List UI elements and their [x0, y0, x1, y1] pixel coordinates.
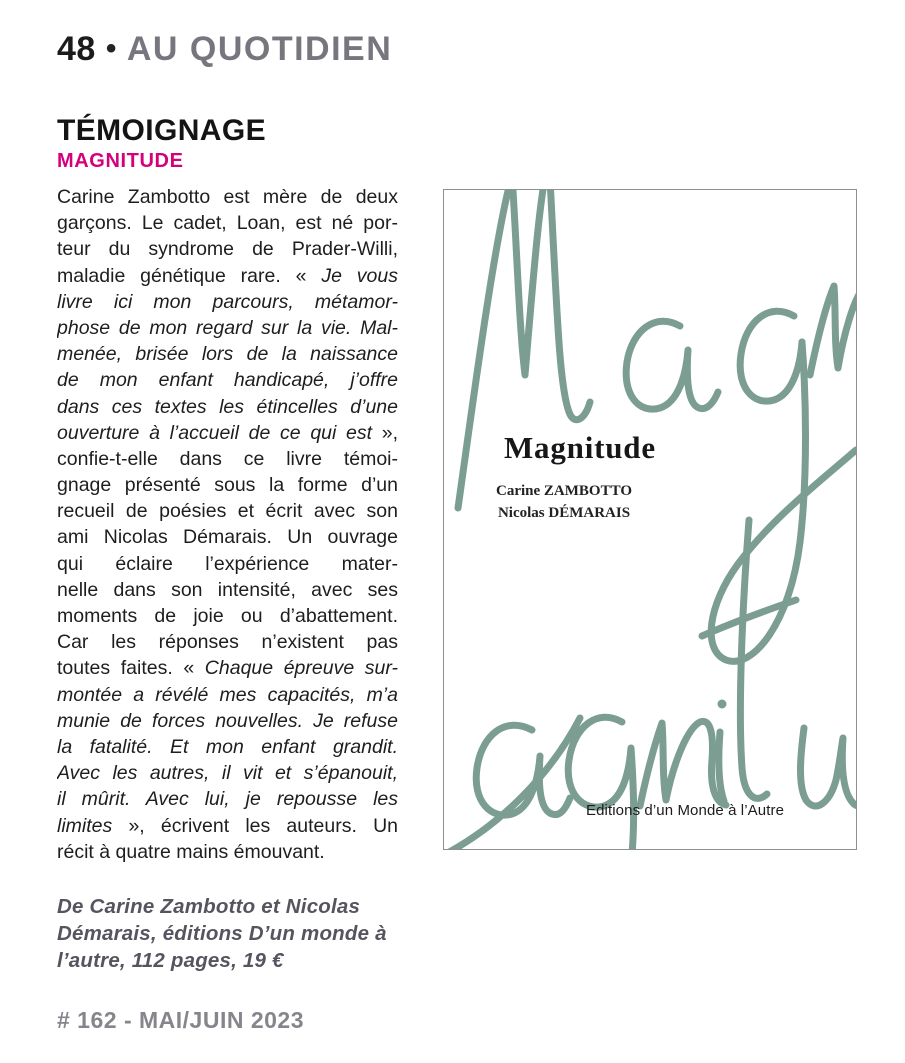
body-line: Car les réponses n’existent pas: [57, 631, 398, 654]
cover-publisher: Editions d’un Monde à l’Autre: [586, 802, 785, 819]
body-line: Avec les autres, il vit et s’épanouit,: [57, 762, 398, 785]
page-number: 48: [57, 30, 96, 68]
body-line: toutes faites. « Chaque épreuve sur-: [57, 657, 398, 680]
body-line: recueil de poésies et écrit avec son: [57, 500, 398, 523]
cover-authors: [492, 480, 636, 524]
book-cover-image: [443, 189, 857, 850]
body-line: teur du syndrome de Prader-Willi,: [57, 238, 398, 261]
credit-line: Démarais, éditions D’un monde à: [57, 922, 387, 945]
issue-footer: # 162 - MAI/JUIN 2023: [57, 1007, 305, 1033]
body-line: livre ici mon parcours, métamor-: [57, 290, 398, 313]
body-line: moments de joie ou d’abattement.: [57, 605, 398, 627]
body-line: gnage présenté sous la forme d’un: [57, 474, 398, 497]
script-word-top: [458, 190, 857, 661]
body-line: garçons. Le cadet, Loan, est né por-: [57, 212, 398, 235]
body-line: ouverture à l’accueil de ce qui est »,: [57, 421, 398, 444]
article-kicker: TÉMOIGNAGE: [57, 114, 267, 147]
credit-line: l’autre, 112 pages, 19 €: [57, 949, 284, 972]
body-line: confie-t-elle dans ce livre témoi-: [57, 447, 398, 470]
body-line: menée, brisée lors de la naissance: [57, 343, 398, 366]
body-line: il mûrit. Avec lui, je repousse les: [57, 788, 398, 811]
cover-book-title: Magnitude: [504, 430, 656, 465]
cover-author-2: Nicolas DÉMARAIS: [497, 505, 631, 521]
body-line: nelle dans son intensité, avec ses: [57, 578, 398, 601]
credit-line: De Carine Zambotto et Nicolas: [57, 895, 361, 918]
body-line: limites », écrivent les auteurs. Un: [57, 814, 398, 837]
body-line: récit à quatre mains émouvant.: [57, 840, 325, 863]
body-line: phose de mon regard sur la vie. Mal-: [57, 316, 398, 339]
bullet-separator-icon: •: [105, 32, 117, 65]
body-line: munie de forces nouvelles. Je refuse: [57, 709, 398, 732]
body-line: la fatalité. Et mon enfant grandit.: [57, 735, 398, 758]
body-line: dans ces textes les étincelles d’une: [57, 395, 398, 418]
section-name: AU QUOTIDIEN: [126, 30, 393, 68]
book-credit: [57, 893, 387, 974]
page-header: [57, 30, 392, 69]
body-line: de mon enfant handicapé, j’offre: [57, 369, 398, 392]
body-line: Carine Zambotto est mère de deux: [57, 186, 398, 208]
body-line: maladie génétique rare. « Je vous: [57, 264, 398, 287]
article-title: MAGNITUDE: [57, 150, 184, 172]
article-body: [57, 184, 398, 865]
body-line: montée a révélé mes capacités, m’a: [57, 683, 398, 706]
body-line: ami Nicolas Démarais. Un ouvrage: [57, 526, 398, 549]
body-line: qui éclaire l’expérience mater-: [57, 552, 398, 575]
cover-author-1: Carine ZAMBOTTO: [496, 483, 632, 499]
